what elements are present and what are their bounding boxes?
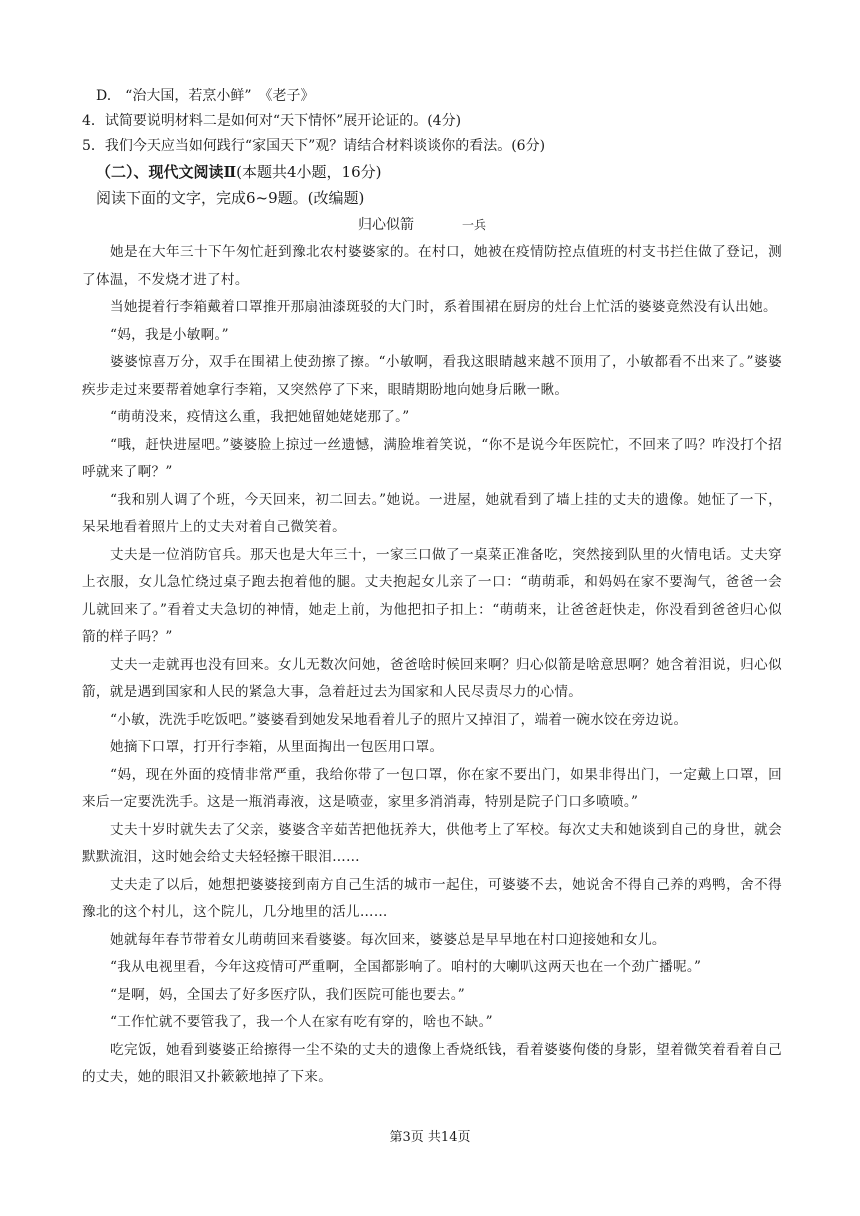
page-number-footer: 第3页 共14页 bbox=[389, 1130, 471, 1145]
paragraph: 丈夫一走就再也没有回来。女儿无数次问她，爸爸啥时候回来啊？归心似箭是啥意思啊？她含着泪说，归心似箭，就是遇到国家和人民的紧急大事，急着赶过去为国家和人民尽责尽力的心情。 bbox=[82, 656, 782, 700]
section-heading bbox=[82, 159, 782, 185]
paragraph: 丈夫十岁时就失去了父亲，婆婆含辛茹苦把他抚养大，供他考上了军校。每次丈夫和她谈到自己的身世，就会默默流泪，这时她会给丈夫轻轻擦干眼泪…… bbox=[82, 821, 782, 865]
section-note: (本题共4小题，16分) bbox=[236, 163, 382, 181]
paragraph: 她就每年春节带着女儿萌萌回来看婆婆。每次回来，婆婆总是早早地在村口迎接她和女儿。 bbox=[110, 931, 666, 948]
article-author: 一兵 bbox=[461, 218, 486, 232]
paragraph: 吃完饭，她看到婆婆正给擦得一尘不染的丈夫的遗像上香烧纸钱，看着婆婆佝偻的身影，望着微笑着看着自己的丈夫，她的眼泪又扑簌簌地掉了下来。 bbox=[82, 1041, 782, 1085]
question-4: 4．试简要说明材料二是如何对“天下情怀”展开论证的。(4分) bbox=[82, 113, 462, 129]
paragraph: 丈夫是一位消防官兵。那天也是大年三十，一家三口做了一桌菜正准备吃，突然接到队里的火情电话。丈夫穿上衣服，女儿急忙绕过桌子跑去抱着他的腿。丈夫抱起女儿亲了一口：“萌萌乖，和妈妈在家不要淘气，爸爸一会儿就回来了。”看着丈夫急切的神情，她走上前，为他把扣子扣上：“萌萌来，让爸爸赶快走，你没看到爸爸归心似箭的样子吗？” bbox=[82, 546, 782, 645]
section-instruction: 阅读下面的文字，完成6~9题。(改编题) bbox=[96, 189, 365, 207]
paragraph: 她是在大年三十下午匆忙赶到豫北农村婆婆家的。在村口，她被在疫情防控点值班的村支书拦住做了登记，测了体温，不发烧才进了村。 bbox=[82, 244, 782, 288]
page-content bbox=[82, 84, 782, 1092]
article-body bbox=[82, 239, 782, 1092]
paragraph: “哦，赶快进屋吧。”婆婆脸上掠过一丝遗憾，满脸堆着笑说，“你不是说今年医院忙，不回来了吗？咋没打个招呼就来了啊？” bbox=[82, 436, 782, 480]
paragraph: “我和别人调了个班，今天回来，初二回去。”她说。一进屋，她就看到了墙上挂的丈夫的遗像。她怔了一下，呆呆地看着照片上的丈夫对着自己微笑着。 bbox=[82, 491, 782, 535]
section-title: （二）、现代文阅读Ⅱ bbox=[96, 163, 237, 181]
paragraph: “工作忙就不要管我了，我一个人在家有吃有穿的，啥也不缺。” bbox=[110, 1014, 493, 1030]
paragraph: 当她提着行李箱戴着口罩推开那扇油漆斑驳的大门时，系着围裙在厨房的灶台上忙活的婆婆竟然没有认出她。 bbox=[110, 299, 777, 315]
paragraph: “小敏，洗洗手吃饭吧。”婆婆看到她发呆地看着儿子的照片又掉泪了，端着一碗水饺在旁边说。 bbox=[110, 711, 688, 728]
paragraph: 丈夫走了以后，她想把婆婆接到南方自己生活的城市一起住，可婆婆不去，她说舍不得自己养的鸡鸭，舍不得豫北的这个村儿，这个院儿，几分地里的活儿…… bbox=[82, 876, 782, 920]
paragraph: 婆婆惊喜万分，双手在围裙上使劲擦了擦。“小敏啊，看我这眼睛越来越不顶用了，小敏都看不出来了。”婆婆疾步走过来要帮着她拿行李箱，又突然停了下来，眼睛期盼地向她身后瞅一瞅。 bbox=[82, 354, 782, 398]
paragraph: 她摘下口罩，打开行李箱，从里面掏出一包医用口罩。 bbox=[110, 739, 444, 755]
paragraph: “萌萌没来，疫情这么重，我把她留她姥姥那了。” bbox=[110, 409, 410, 425]
paragraph: “妈，现在外面的疫情非常严重，我给你带了一包口罩，你在家不要出门，如果非得出门，一定戴上口罩，回来后一定要洗洗手。这是一瓶消毒液，这是喷壶，家里多消消毒，特别是院子门口多喷喷。” bbox=[82, 766, 782, 810]
paragraph: “妈，我是小敏啊。” bbox=[110, 326, 229, 343]
option-d: D. “治大国，若烹小鲜” 《老子》 bbox=[96, 88, 315, 104]
question-5: 5．我们今天应当如何践行“家国天下”观？请结合材料谈谈你的看法。(6分) bbox=[82, 138, 546, 154]
article-title: 归心似箭 bbox=[357, 217, 414, 233]
article-title-row bbox=[82, 211, 782, 239]
paragraph: “我从电视里看，今年这疫情可严重啊，全国都影响了。咱村的大喇叭这两天也在一个劲广播呢。” bbox=[110, 959, 702, 975]
paragraph: “是啊，妈，全国去了好多医疗队，我们医院可能也要去。” bbox=[110, 986, 466, 1003]
